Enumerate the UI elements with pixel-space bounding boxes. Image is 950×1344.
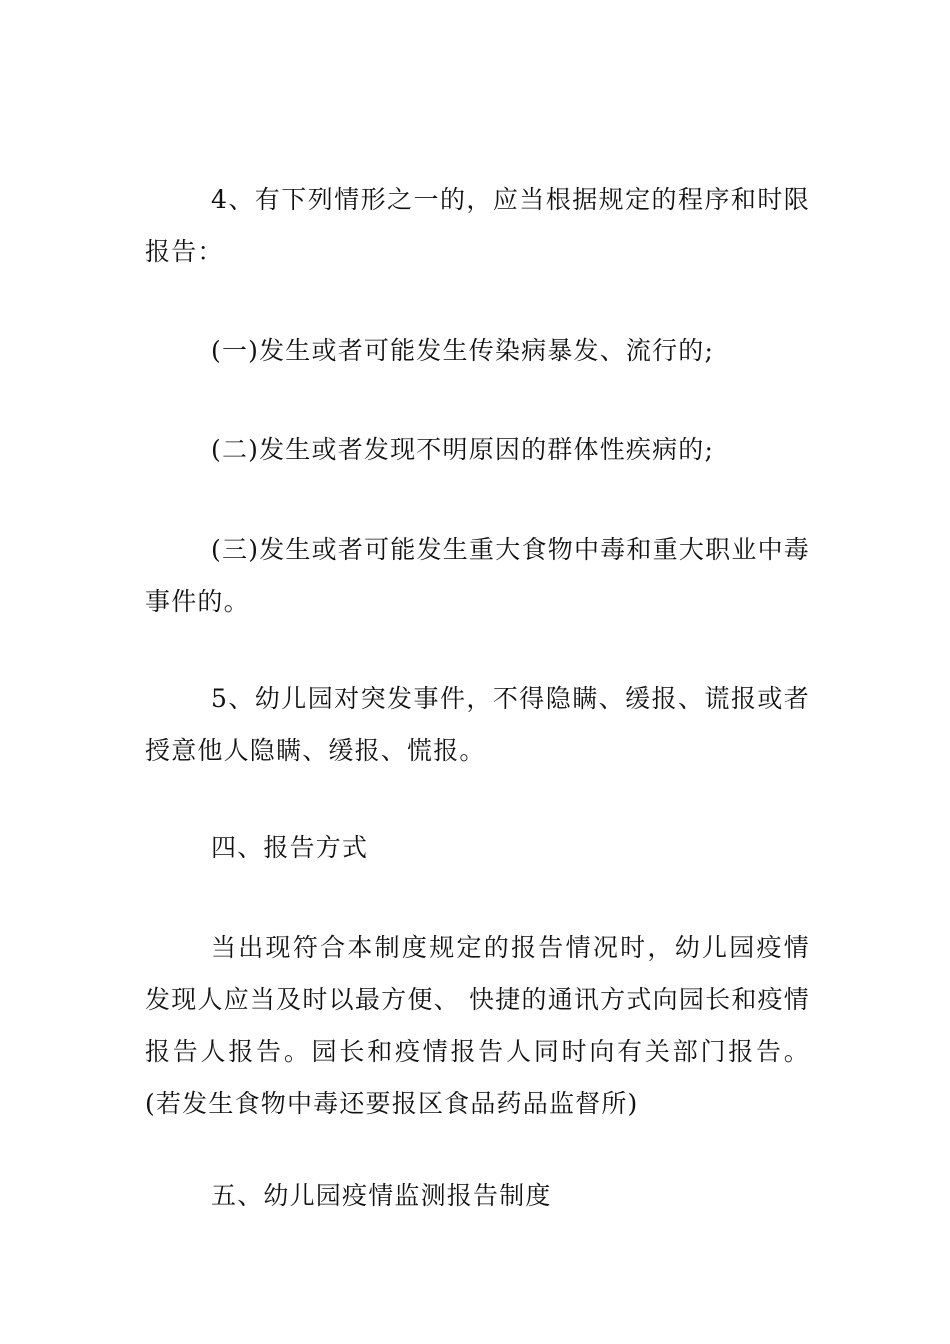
section-heading-report-method: 四、报告方式 — [211, 833, 369, 862]
section-heading-monitoring-system: 五、幼儿园疫情监测报告制度 — [211, 1181, 552, 1210]
paragraph-item-two: (二)发生或者发现不明原因的群体性疾病的; — [211, 435, 715, 464]
paragraph-item-one: (一)发生或者可能发生传染病暴发、流行的; — [211, 336, 715, 365]
paragraph-item-three: (三)发生或者可能发生重大食物中毒和重大职业中毒事件的。 — [145, 535, 810, 616]
paragraph-report-method: 当出现符合本制度规定的报告情况时，幼儿园疫情发现人应当及时以最方便、 快捷的通讯方式向园长和疫情报告人报告。园长和疫情报告人同时向有关部门报告。(若发生食物中毒还要报区食品药品监督所) — [145, 933, 810, 1118]
paragraph-report-conditions: 4、有下列情形之一的，应当根据规定的程序和时限报告： — [145, 185, 810, 266]
paragraph-no-concealment: 5、幼儿园对突发事件，不得隐瞒、缓报、谎报或者授意他人隐瞒、缓报、慌报。 — [145, 684, 810, 765]
